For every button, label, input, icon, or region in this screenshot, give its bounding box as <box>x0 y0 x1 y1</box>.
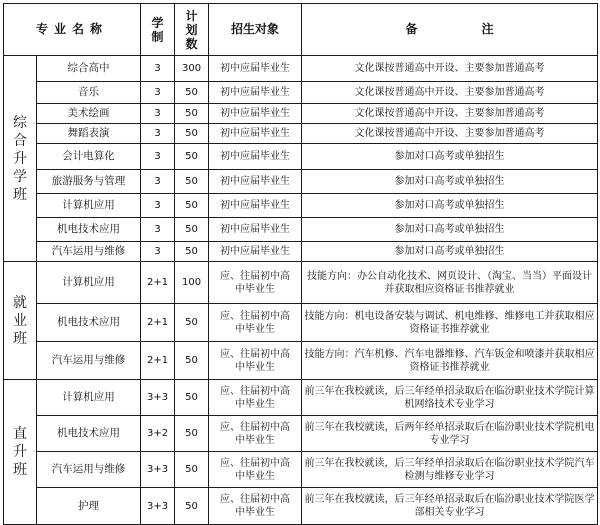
table-row <box>4 242 598 262</box>
header-note <box>302 4 598 56</box>
table-row <box>4 194 598 218</box>
years-cell: 2+1 <box>141 342 175 380</box>
header-note-right: 注 <box>481 22 494 36</box>
target-cell <box>209 304 302 342</box>
group-label: 就业班 <box>13 294 27 347</box>
years-cell: 3 <box>141 56 175 82</box>
group-label: 综合升学班 <box>13 114 27 203</box>
major-cell: 护理 <box>37 488 141 525</box>
note-cell: 文化课按普通高中开设、主要参加普通高考 <box>302 104 598 124</box>
note-cell: 参加对口高考或单独招生 <box>302 144 598 170</box>
major-cell: 汽车运用与维修 <box>37 452 141 488</box>
table-row <box>4 452 598 488</box>
header-plan-label: 计划数 <box>185 8 198 51</box>
note-cell: 文化课按普通高中开设、主要参加普通高考 <box>302 56 598 82</box>
target-cell: 初中应届毕业生 <box>209 82 302 104</box>
years-cell: 3 <box>141 194 175 218</box>
years-cell: 3 <box>141 170 175 194</box>
group-label-cell <box>4 262 37 380</box>
plan-cell: 50 <box>175 124 209 144</box>
header-major: 专业名称 <box>4 4 141 56</box>
note-cell: 前三年在我校就读，后三年经单招录取后在临汾职业技术学院汽车检测与维修专业学习 <box>302 452 598 488</box>
note-cell: 技能方向：机电设备安装与调试、机电维修、维修电工并获取相应资格证书推荐就业 <box>302 304 598 342</box>
table-row <box>4 218 598 242</box>
years-cell: 3+3 <box>141 380 175 416</box>
plan-cell: 50 <box>175 218 209 242</box>
plan-cell: 50 <box>175 104 209 124</box>
plan-cell: 100 <box>175 262 209 304</box>
group-label: 直升班 <box>13 426 27 478</box>
target-text: 应、往届初中高中毕业生 <box>220 421 291 446</box>
years-cell: 3+3 <box>141 452 175 488</box>
years-cell: 3 <box>141 144 175 170</box>
note-cell: 文化课按普通高中开设、主要参加普通高考 <box>302 82 598 104</box>
target-cell: 初中应届毕业生 <box>209 124 302 144</box>
header-years <box>141 4 175 56</box>
years-cell: 3 <box>141 82 175 104</box>
target-cell <box>209 416 302 452</box>
plan-cell: 50 <box>175 416 209 452</box>
group-label-cell <box>4 380 37 525</box>
table-row <box>4 170 598 194</box>
target-cell: 初中应届毕业生 <box>209 104 302 124</box>
years-cell: 3+2 <box>141 416 175 452</box>
target-cell: 初中应届毕业生 <box>209 242 302 262</box>
note-cell: 参加对口高考或单独招生 <box>302 194 598 218</box>
header-row <box>4 4 598 56</box>
major-cell: 综合高中 <box>37 56 141 82</box>
target-text: 应、往届初中高中毕业生 <box>220 385 291 410</box>
table-row <box>4 56 598 82</box>
note-cell: 参加对口高考或单独招生 <box>302 218 598 242</box>
note-cell: 参加对口高考或单独招生 <box>302 170 598 194</box>
note-cell: 文化课按普通高中开设、主要参加普通高考 <box>302 124 598 144</box>
table-row <box>4 144 598 170</box>
target-cell <box>209 262 302 304</box>
target-cell: 初中应届毕业生 <box>209 218 302 242</box>
target-cell: 初中应届毕业生 <box>209 194 302 218</box>
plan-cell: 50 <box>175 488 209 525</box>
target-text: 应、往届初中高中毕业生 <box>220 457 291 482</box>
plan-cell: 50 <box>175 242 209 262</box>
major-cell: 音乐 <box>37 82 141 104</box>
target-cell: 初中应届毕业生 <box>209 170 302 194</box>
table-row <box>4 262 598 304</box>
major-cell: 计算机应用 <box>37 262 141 304</box>
major-cell: 旅游服务与管理 <box>37 170 141 194</box>
table-row <box>4 342 598 380</box>
major-cell: 计算机应用 <box>37 194 141 218</box>
plan-cell: 50 <box>175 380 209 416</box>
table-row <box>4 82 598 104</box>
major-cell: 机电技术应用 <box>37 416 141 452</box>
target-text: 应、往届初中高中毕业生 <box>220 310 291 335</box>
major-cell: 计算机应用 <box>37 380 141 416</box>
target-text: 应、往届初中高中毕业生 <box>220 494 291 518</box>
major-cell: 舞蹈表演 <box>37 124 141 144</box>
plan-cell: 50 <box>175 82 209 104</box>
years-cell: 3+3 <box>141 488 175 525</box>
note-cell: 参加对口高考或单独招生 <box>302 242 598 262</box>
table-row <box>4 124 598 144</box>
years-cell: 2+1 <box>141 304 175 342</box>
target-text: 应、往届初中高中毕业生 <box>220 270 291 295</box>
enrollment-table <box>3 3 598 525</box>
plan-cell: 300 <box>175 56 209 82</box>
header-plan <box>175 4 209 56</box>
target-text: 应、往届初中高中毕业生 <box>220 348 291 373</box>
plan-cell: 50 <box>175 194 209 218</box>
plan-cell: 50 <box>175 342 209 380</box>
major-cell: 汽车运用与维修 <box>37 242 141 262</box>
note-cell: 前三年在我校就读，后三年经单招录取后在临汾职业技术学院计算机网络技术专业学习 <box>302 380 598 416</box>
target-cell: 初中应届毕业生 <box>209 56 302 82</box>
years-cell: 3 <box>141 218 175 242</box>
target-cell <box>209 380 302 416</box>
years-cell: 3 <box>141 242 175 262</box>
target-cell <box>209 452 302 488</box>
target-cell <box>209 342 302 380</box>
group-label-cell <box>4 56 37 262</box>
table-row <box>4 416 598 452</box>
target-cell: 初中应届毕业生 <box>209 144 302 170</box>
major-cell: 汽车运用与维修 <box>37 342 141 380</box>
note-cell: 前三年在我校就读，后三年经单招录取后在临汾职业技术学院医学部相关专业学习 <box>302 488 598 525</box>
note-cell: 技能方向：办公自动化技术、网页设计、（淘宝、当当）平面设计并获取相应资格证书推荐就业 <box>302 262 598 304</box>
plan-cell: 50 <box>175 170 209 194</box>
header-target: 招生对象 <box>209 4 302 56</box>
major-cell: 机电技术应用 <box>37 218 141 242</box>
table-row <box>4 104 598 124</box>
plan-cell: 50 <box>175 304 209 342</box>
note-cell: 前三年在我校就读，后两年经单招录取后在临汾职业技术学院机电专业学习 <box>302 416 598 452</box>
plan-cell: 50 <box>175 144 209 170</box>
table-row <box>4 488 598 525</box>
plan-cell: 50 <box>175 452 209 488</box>
years-cell: 2+1 <box>141 262 175 304</box>
table-row <box>4 304 598 342</box>
target-cell <box>209 488 302 525</box>
major-cell: 机电技术应用 <box>37 304 141 342</box>
header-years-label: 学制 <box>151 15 164 44</box>
note-cell: 技能方向：汽车机修、汽车电器维修、汽车钣金和喷漆并获取相应资格证书推荐就业 <box>302 342 598 380</box>
major-cell: 美术绘画 <box>37 104 141 124</box>
major-cell: 会计电算化 <box>37 144 141 170</box>
table-row <box>4 380 598 416</box>
years-cell: 3 <box>141 124 175 144</box>
header-note-left: 备 <box>405 22 418 36</box>
years-cell: 3 <box>141 104 175 124</box>
